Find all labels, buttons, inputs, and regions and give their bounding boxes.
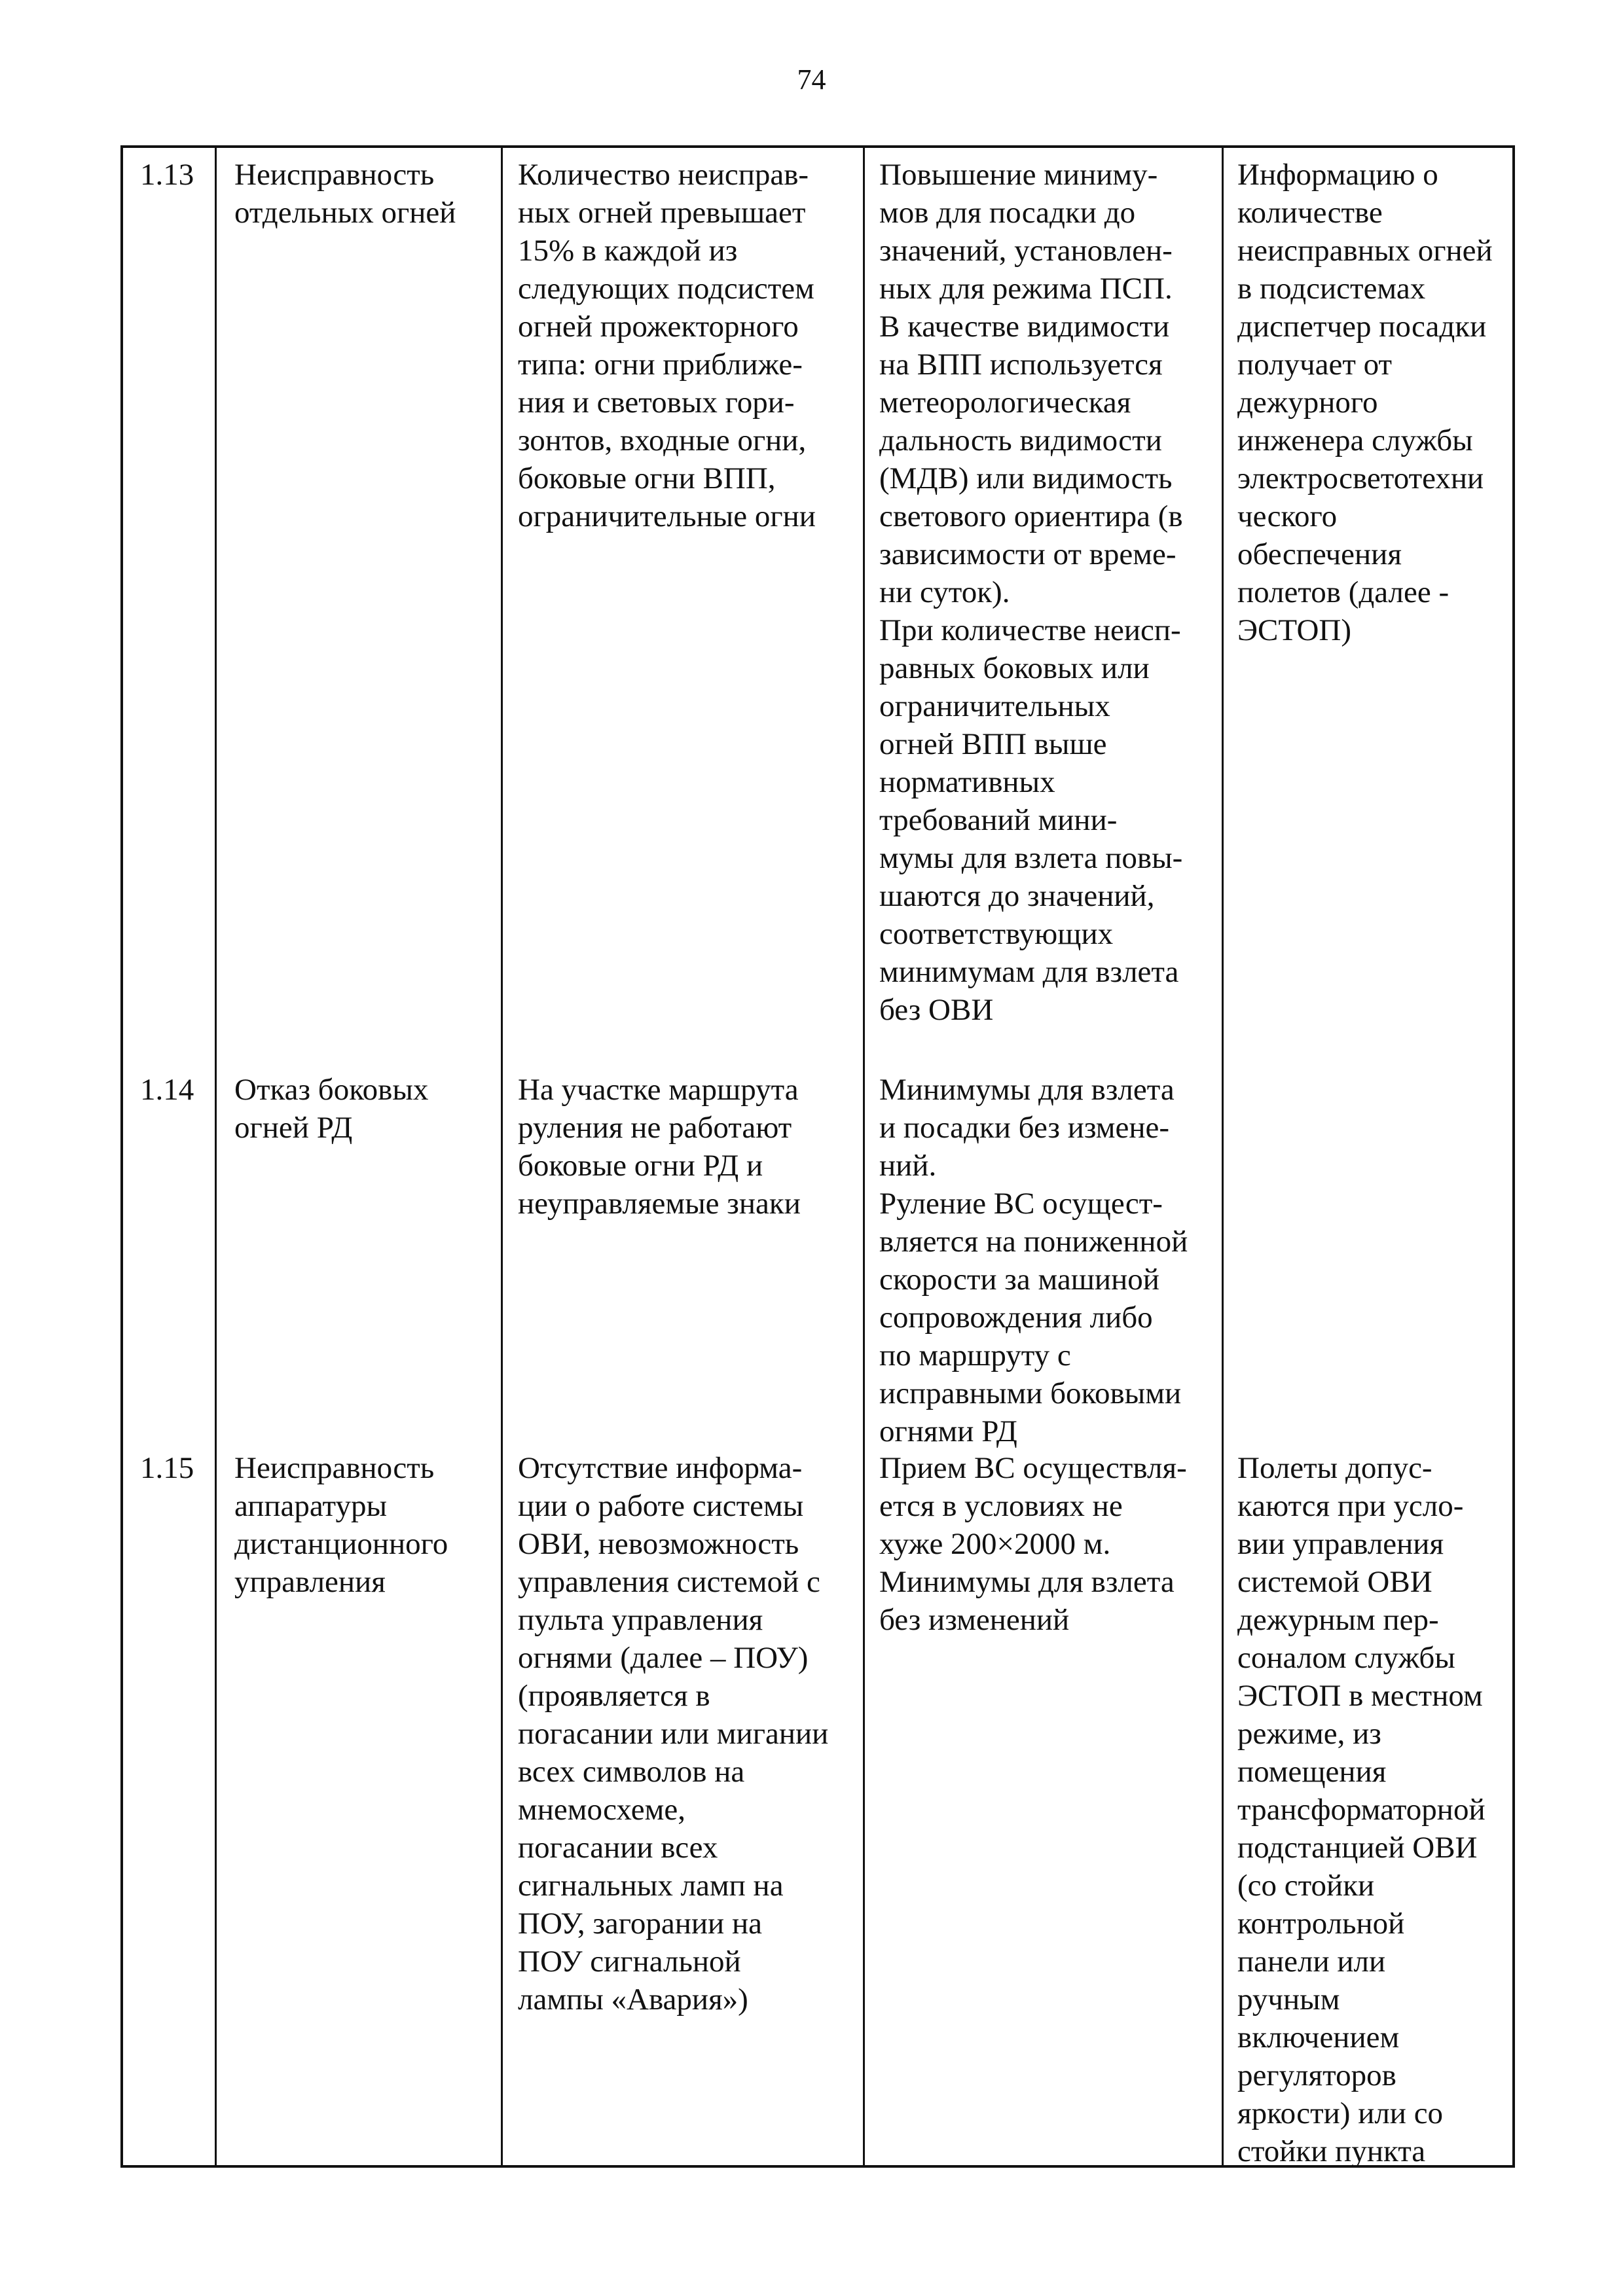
column-divider xyxy=(1222,148,1224,2165)
operational-action: Минимумы для взлета и посадки без измене- ний. Руление ВС осущест- вляется на пониженной скорости за машиной сопровождения либо по маршруту с исправными боковыми огнями РД xyxy=(879,1073,1188,1448)
column-divider xyxy=(863,148,865,2165)
row-number: 1.15 xyxy=(140,1451,194,1485)
note: Информацию о количестве неисправных огней в подсистемах диспетчер посадки получает от дежурного инженера службы электросветотехни ческого обеспечения полетов (далее - ЭСТОП) xyxy=(1237,158,1493,647)
note: Полеты допус- каются при усло- вии управления системой ОВИ дежурным пер- соналом службы ЭСТОП в местном режиме, из помещения трансформаторной подстанцией ОВИ (со стойки контрольной панели или ручным включением регуляторов яркости) или со стойки пункта xyxy=(1237,1451,1486,2168)
row-number: 1.14 xyxy=(140,1073,194,1107)
column-divider xyxy=(215,148,217,2165)
malfunction-name: Неисправность отдельных огней xyxy=(234,158,456,230)
malfunction-name: Отказ боковых огней РД xyxy=(234,1073,429,1145)
column-divider xyxy=(501,148,503,2165)
malfunction-condition: Отсутствие информа- ции о работе системы ОВИ, невозможность управления системой с пульта управления огнями (далее – ПОУ) (проявляется в погасании или мигании всех символов на мнемосхеме, погасании всех сигнальных ламп на ПОУ, загорании на ПОУ сигнальной лампы «Авария») xyxy=(518,1451,829,2017)
malfunction-condition: Количество неисправ- ных огней превышает 15% в каждой из следующих подсистем огней прожекторного типа: огни приближе- ния и световых гори- зонтов, входные огни, боковые огни ВПП, ограничительные огни xyxy=(518,158,816,533)
operational-action: Прием ВС осуществля- ется в условиях не хуже 200×2000 м. Минимумы для взлета без изменений xyxy=(879,1451,1187,1637)
row-number: 1.13 xyxy=(140,158,194,192)
malfunction-name: Неисправность аппаратуры дистанционного управления xyxy=(234,1451,448,1599)
requirements-table xyxy=(120,145,1515,2168)
operational-action: Повышение миниму- мов для посадки до значений, установлен- ных для режима ПСП. В качестве видимости на ВПП используется метеорологическая дальность видимости (МДВ) или видимость светового ориентира (в зависимости от време- ни суток). При количестве неисп- равных боковых или ограничительных огней ВПП выше нормативных требований мини- мумы для взлета повы- шаются до значений, соответствующих минимумам для взлета без ОВИ xyxy=(879,158,1183,1027)
malfunction-condition: На участке маршрута руления не работают боковые огни РД и неуправляемые знаки xyxy=(518,1073,801,1221)
page-number: 74 xyxy=(797,63,826,96)
